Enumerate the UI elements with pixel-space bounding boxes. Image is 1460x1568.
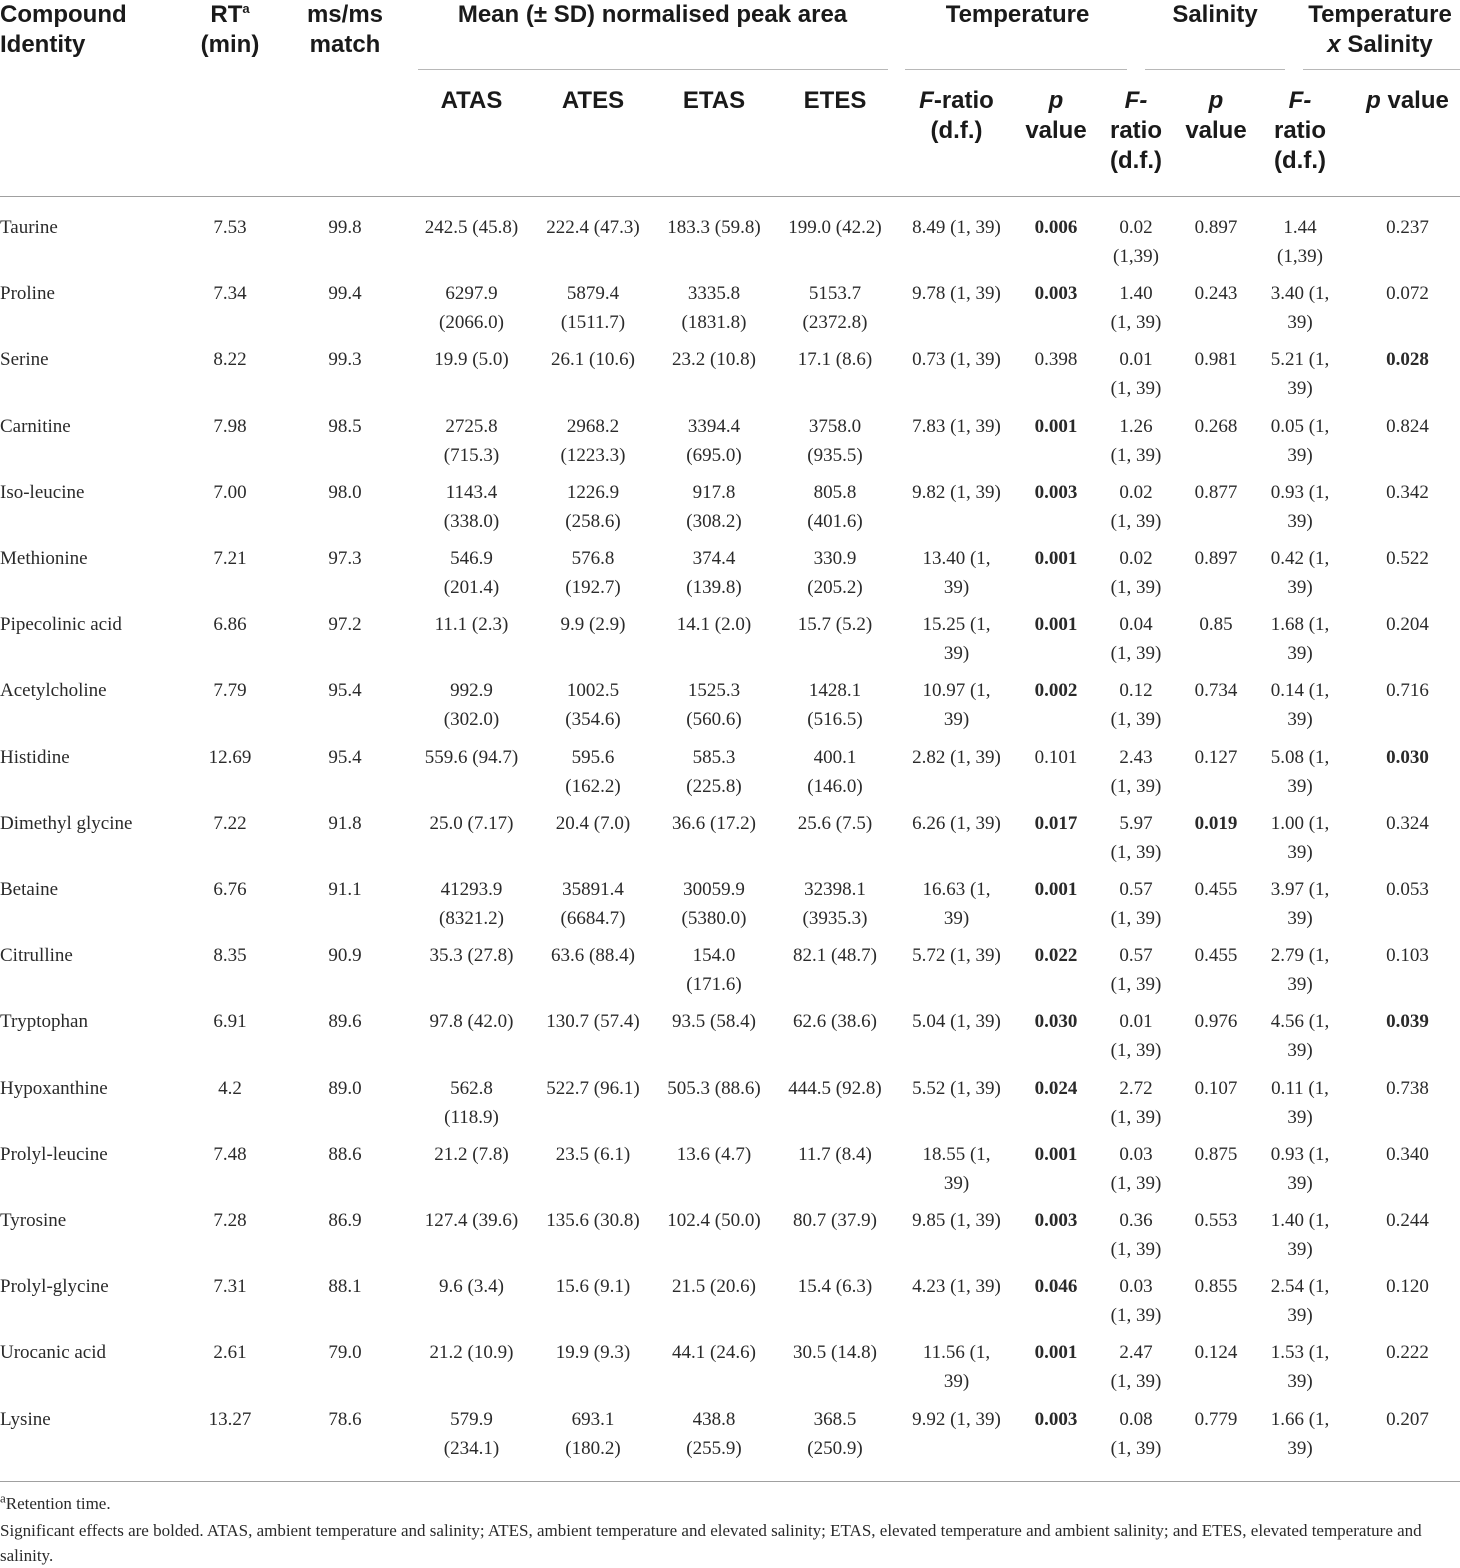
cell-etas: 30059.9 (5380.0)	[681, 879, 747, 929]
cell-rt: 4.2	[218, 1077, 242, 1099]
cell-sp: 0.124	[1194, 1342, 1238, 1364]
cell-sp: 0.734	[1194, 680, 1238, 702]
cell-tf: 5.72 (1, 39)	[912, 945, 1001, 967]
cell-msms: 99.8	[328, 217, 362, 238]
header-salinity: Salinity	[1172, 1, 1258, 28]
cell-ip: 0.342	[1386, 481, 1429, 503]
cell-name: Lysine	[0, 1408, 51, 1430]
cell-tf: 16.63 (1, 39)	[922, 879, 991, 929]
cell-sp: 0.107	[1194, 1077, 1238, 1099]
cell-atas: 41293.9 (8321.2)	[439, 879, 504, 929]
cell-ip: 0.028	[1386, 349, 1429, 371]
bottom-rule	[0, 1481, 1460, 1482]
cell-rt: 7.22	[213, 812, 247, 834]
cell-sf: 0.02 (1,39)	[1113, 217, 1159, 267]
cell-etas: 3335.8 (1831.8)	[681, 283, 747, 334]
header-temperature: Temperature	[945, 1, 1090, 28]
cell-atas: 562.8 (118.9)	[444, 1077, 499, 1128]
cell-tp: 0.003	[1034, 283, 1078, 305]
cell-rt: 2.61	[213, 1342, 247, 1364]
cell-if: 0.14 (1, 39)	[1270, 680, 1330, 731]
cell-ip: 0.207	[1386, 1408, 1429, 1430]
cell-ip: 0.222	[1386, 1342, 1429, 1364]
cell-ip: 0.738	[1386, 1077, 1429, 1099]
cell-etes: 5153.7 (2372.8)	[802, 283, 868, 334]
cell-msms: 98.5	[328, 415, 362, 437]
cell-etas: 183.3 (59.8)	[667, 217, 761, 238]
cell-sp: 0.019	[1194, 812, 1238, 834]
cell-etes: 15.4 (6.3)	[797, 1276, 873, 1298]
cell-etes: 17.1 (8.6)	[797, 349, 873, 371]
cell-tf: 18.55 (1, 39)	[922, 1143, 991, 1194]
cell-etas: 585.3 (225.8)	[686, 746, 742, 797]
cell-ates: 15.6 (9.1)	[555, 1276, 631, 1298]
cell-ates: 222.4 (47.3)	[546, 217, 640, 238]
cell-if: 4.56 (1, 39)	[1270, 1011, 1330, 1062]
cell-rt: 6.76	[213, 879, 247, 900]
interaction-underline	[1303, 69, 1460, 70]
header-sal-fratio: F- ratio (d.f.)	[1109, 87, 1162, 174]
cell-tp: 0.022	[1034, 945, 1078, 967]
cell-sf: 0.57 (1, 39)	[1110, 945, 1162, 996]
cell-etas: 21.5 (20.6)	[672, 1276, 756, 1298]
footnote-significance: Significant effects are bolded. ATAS, ambient temperature and salinity; ATES, ambient temperature and elevated salinity; ETAS, elevated temperature and ambient salinity; and ETES, elevated temperature and salinity.	[0, 1521, 1422, 1565]
header-rt: $RT^a$ (min)	[200, 1, 260, 58]
cell-atas: 11.1 (2.3)	[434, 614, 509, 636]
cell-tp: 0.001	[1034, 548, 1078, 569]
cell-atas: 21.2 (10.9)	[429, 1342, 514, 1364]
cell-ip: 0.324	[1386, 812, 1429, 834]
cell-msms: 98.0	[328, 481, 362, 503]
cell-sf: 0.02 (1, 39)	[1110, 548, 1162, 598]
header-atas: ATAS	[440, 87, 503, 114]
cell-sf: 5.97 (1, 39)	[1110, 812, 1162, 863]
cell-msms: 91.8	[328, 812, 362, 834]
cell-atas: 35.3 (27.8)	[429, 945, 514, 967]
cell-rt: 7.53	[213, 217, 247, 238]
temperature-underline	[905, 69, 1127, 70]
cell-etas: 93.5 (58.4)	[672, 1011, 756, 1033]
cell-etes: 82.1 (48.7)	[793, 945, 877, 967]
cell-etes: 11.7 (8.4)	[798, 1143, 872, 1165]
cell-tf: 9.78 (1, 39)	[912, 283, 1001, 305]
cell-msms: 99.4	[328, 283, 362, 305]
cell-rt: 7.48	[213, 1143, 247, 1165]
cell-tp: 0.003	[1034, 1210, 1078, 1231]
cell-ip: 0.103	[1386, 945, 1429, 967]
cell-etes: 444.5 (92.8)	[788, 1077, 882, 1099]
cell-sf: 0.12 (1, 39)	[1110, 680, 1162, 731]
cell-sf: 0.36 (1, 39)	[1110, 1210, 1162, 1260]
cell-tp: 0.003	[1034, 481, 1078, 503]
cell-etes: 805.8 (401.6)	[807, 481, 863, 532]
cell-name: Urocanic acid	[0, 1342, 107, 1364]
cell-ates: 2968.2 (1223.3)	[560, 415, 626, 466]
header-msms: ms/ms match	[306, 1, 384, 58]
cell-sf: 2.43 (1, 39)	[1110, 746, 1162, 797]
cell-tf: 10.97 (1, 39)	[922, 680, 991, 731]
cell-name: Serine	[0, 349, 49, 371]
cell-name: Citrulline	[0, 945, 73, 967]
header-temp-pvalue: p value	[1025, 87, 1087, 144]
cell-etes: 199.0 (42.2)	[788, 217, 882, 238]
cell-name: Methionine	[0, 548, 88, 569]
footnote-retention: $^a$Retention time.	[0, 1490, 111, 1513]
header-int-pvalue: p value	[1366, 87, 1449, 114]
cell-tf: 0.73 (1, 39)	[912, 349, 1001, 371]
cell-sp: 0.243	[1194, 283, 1238, 305]
cell-ip: 0.120	[1386, 1276, 1429, 1298]
cell-name: Taurine	[0, 217, 58, 238]
cell-tf: 9.92 (1, 39)	[912, 1408, 1001, 1430]
cell-sp: 0.897	[1194, 548, 1238, 569]
cell-etas: 3394.4 (695.0)	[686, 415, 742, 466]
cell-rt: 13.27	[208, 1408, 252, 1430]
cell-if: 1.44 (1,39)	[1277, 217, 1323, 267]
cell-tf: 9.85 (1, 39)	[912, 1210, 1001, 1231]
cell-rt: 7.79	[213, 680, 247, 702]
header-mean: Mean (± SD) normalised peak area	[457, 1, 848, 28]
cell-ip: 0.204	[1386, 614, 1429, 636]
cell-tf: 8.49 (1, 39)	[912, 217, 1001, 238]
cell-sf: 1.40 (1, 39)	[1110, 283, 1162, 334]
cell-sf: 0.01 (1, 39)	[1110, 1011, 1162, 1062]
cell-atas: 992.9 (302.0)	[443, 680, 500, 731]
cell-ip: 0.522	[1386, 548, 1429, 569]
cell-msms: 89.0	[328, 1077, 362, 1099]
cell-sf: 0.02 (1, 39)	[1110, 481, 1162, 532]
header-rule	[0, 196, 1460, 197]
cell-ates: 5879.4 (1511.7)	[560, 283, 626, 334]
cell-msms: 91.1	[328, 879, 362, 900]
cell-if: 2.79 (1, 39)	[1270, 945, 1330, 996]
cell-ip: 0.039	[1386, 1011, 1429, 1033]
cell-sf: 2.47 (1, 39)	[1110, 1342, 1162, 1393]
cell-rt: 6.86	[213, 614, 247, 636]
cell-msms: 78.6	[328, 1408, 362, 1430]
header-ates: ATES	[561, 87, 625, 114]
cell-ates: 26.1 (10.6)	[551, 349, 635, 371]
cell-etes: 32398.1 (3935.3)	[802, 879, 868, 929]
cell-etes: 80.7 (37.9)	[793, 1210, 877, 1231]
cell-msms: 86.9	[328, 1210, 362, 1231]
cell-etes: 62.6 (38.6)	[793, 1011, 877, 1033]
cell-rt: 8.22	[213, 349, 247, 371]
cell-atas: 97.8 (42.0)	[429, 1011, 514, 1033]
cell-tp: 0.006	[1034, 217, 1078, 238]
cell-etas: 36.6 (17.2)	[672, 812, 756, 834]
cell-ates: 693.1 (180.2)	[565, 1408, 621, 1459]
cell-tf: 5.52 (1, 39)	[912, 1077, 1001, 1099]
cell-ates: 35891.4 (6684.7)	[560, 879, 626, 929]
cell-tp: 0.024	[1034, 1077, 1078, 1099]
cell-name: Tryptophan	[0, 1011, 88, 1033]
cell-tf: 15.25 (1, 39)	[922, 614, 991, 665]
cell-if: 1.66 (1, 39)	[1270, 1408, 1330, 1459]
cell-msms: 97.3	[328, 548, 362, 569]
cell-etes: 400.1 (146.0)	[807, 746, 863, 797]
cell-atas: 9.6 (3.4)	[439, 1276, 504, 1298]
cell-etas: 102.4 (50.0)	[667, 1210, 761, 1231]
cell-etes: 30.5 (14.8)	[793, 1342, 877, 1364]
cell-msms: 89.6	[328, 1011, 362, 1033]
cell-tp: 0.001	[1034, 415, 1078, 437]
cell-tp: 0.101	[1034, 746, 1078, 768]
cell-ates: 19.9 (9.3)	[555, 1342, 631, 1364]
cell-sp: 0.981	[1194, 349, 1238, 371]
cell-etas: 14.1 (2.0)	[676, 614, 752, 636]
cell-rt: 7.31	[213, 1276, 247, 1298]
cell-if: 5.21 (1, 39)	[1270, 349, 1330, 400]
cell-ates: 130.7 (57.4)	[546, 1011, 640, 1033]
cell-name: Carnitine	[0, 415, 71, 437]
cell-etes: 15.7 (5.2)	[797, 614, 873, 636]
cell-etes: 368.5 (250.9)	[807, 1408, 863, 1459]
cell-ates: 23.5 (6.1)	[555, 1143, 631, 1165]
header-int-fratio: F- ratio (d.f.)	[1273, 87, 1326, 174]
cell-if: 1.00 (1, 39)	[1270, 812, 1330, 863]
cell-atas: 2725.8 (715.3)	[443, 415, 500, 466]
cell-ates: 9.9 (2.9)	[560, 614, 626, 636]
cell-sp: 0.553	[1194, 1210, 1238, 1231]
cell-msms: 99.3	[328, 349, 362, 371]
cell-sp: 0.455	[1194, 945, 1238, 967]
cell-name: Proline	[0, 283, 55, 305]
cell-atas: 6297.9 (2066.0)	[439, 283, 504, 334]
cell-name: Prolyl-glycine	[0, 1276, 109, 1298]
cell-rt: 7.34	[213, 283, 247, 305]
cell-atas: 25.0 (7.17)	[429, 812, 514, 834]
cell-ip: 0.237	[1386, 217, 1429, 238]
cell-if: 3.97 (1, 39)	[1270, 879, 1330, 929]
cell-atas: 19.9 (5.0)	[434, 349, 509, 371]
cell-if: 3.40 (1, 39)	[1270, 283, 1330, 334]
cell-if: 0.42 (1, 39)	[1270, 548, 1330, 598]
cell-sf: 2.72 (1, 39)	[1110, 1077, 1162, 1128]
cell-sp: 0.455	[1194, 879, 1238, 900]
cell-tp: 0.046	[1034, 1276, 1078, 1298]
cell-tf: 11.56 (1, 39)	[922, 1342, 991, 1393]
cell-msms: 95.4	[328, 746, 362, 768]
cell-tp: 0.398	[1034, 349, 1078, 371]
cell-etas: 374.4 (139.8)	[686, 548, 742, 598]
cell-name: Betaine	[0, 879, 59, 900]
cell-etes: 3758.0 (935.5)	[807, 415, 863, 466]
header-temp-fratio: F-ratio (d.f.)	[919, 87, 994, 144]
cell-atas: 579.9 (234.1)	[443, 1408, 500, 1459]
cell-name: Dimethyl glycine	[0, 812, 133, 834]
cell-ip: 0.244	[1386, 1210, 1429, 1231]
cell-etas: 13.6 (4.7)	[676, 1143, 752, 1165]
cell-sp: 0.127	[1194, 746, 1238, 768]
header-etas: ETAS	[682, 87, 746, 114]
cell-ates: 576.8 (192.7)	[565, 548, 621, 598]
cell-ip: 0.072	[1386, 283, 1429, 305]
cell-name: Pipecolinic acid	[0, 614, 122, 636]
cell-if: 0.93 (1, 39)	[1270, 1143, 1330, 1194]
cell-msms: 79.0	[328, 1342, 362, 1364]
cell-if: 0.93 (1, 39)	[1270, 481, 1330, 532]
cell-if: 2.54 (1, 39)	[1270, 1276, 1330, 1327]
header-interaction: Temperature x Salinity	[1308, 1, 1452, 58]
cell-sp: 0.897	[1194, 217, 1238, 238]
cell-name: Iso-leucine	[0, 481, 85, 503]
cell-sp: 0.855	[1194, 1276, 1238, 1298]
cell-sp: 0.779	[1194, 1408, 1238, 1430]
cell-rt: 8.35	[213, 945, 247, 967]
header-compound: Compound Identity	[0, 1, 127, 58]
cell-etes: 330.9 (205.2)	[807, 548, 863, 598]
cell-sp: 0.877	[1194, 481, 1238, 503]
cell-rt: 7.00	[213, 481, 247, 503]
cell-tf: 7.83 (1, 39)	[912, 415, 1001, 437]
cell-sf: 0.57 (1, 39)	[1110, 879, 1162, 929]
cell-etes: 1428.1 (516.5)	[807, 680, 863, 731]
cell-etas: 1525.3 (560.6)	[686, 680, 742, 731]
cell-tf: 13.40 (1, 39)	[922, 548, 991, 598]
cell-sf: 0.03 (1, 39)	[1110, 1276, 1162, 1327]
cell-tf: 4.23 (1, 39)	[912, 1276, 1001, 1298]
cell-etas: 23.2 (10.8)	[672, 349, 756, 371]
cell-tf: 2.82 (1, 39)	[912, 746, 1001, 768]
salinity-underline	[1145, 69, 1285, 70]
cell-rt: 12.69	[208, 746, 252, 768]
cell-etas: 438.8 (255.9)	[686, 1408, 742, 1459]
cell-tp: 0.001	[1034, 614, 1078, 636]
header-sal-pvalue: p value	[1185, 87, 1247, 144]
cell-tp: 0.001	[1034, 879, 1078, 900]
cell-ip: 0.716	[1386, 680, 1429, 702]
cell-ates: 595.6 (162.2)	[565, 746, 621, 797]
cell-tp: 0.002	[1034, 680, 1078, 702]
cell-ates: 1002.5 (354.6)	[565, 680, 621, 731]
cell-atas: 1143.4 (338.0)	[443, 481, 500, 532]
header-etes: ETES	[803, 87, 867, 114]
cell-sp: 0.268	[1194, 415, 1238, 437]
cell-ip: 0.340	[1386, 1143, 1429, 1165]
cell-sf: 0.03 (1, 39)	[1110, 1143, 1162, 1194]
cell-if: 0.05 (1, 39)	[1270, 415, 1330, 466]
cell-sp: 0.85	[1199, 614, 1233, 636]
cell-tp: 0.030	[1034, 1011, 1078, 1033]
cell-tf: 6.26 (1, 39)	[912, 812, 1001, 834]
cell-if: 0.11 (1, 39)	[1271, 1077, 1329, 1128]
cell-etas: 917.8 (308.2)	[686, 481, 742, 532]
cell-if: 1.53 (1, 39)	[1270, 1342, 1330, 1393]
cell-sf: 0.08 (1, 39)	[1110, 1408, 1162, 1459]
cell-ates: 63.6 (88.4)	[551, 945, 635, 967]
cell-sp: 0.875	[1194, 1143, 1238, 1165]
cell-atas: 127.4 (39.6)	[424, 1210, 519, 1231]
cell-ates: 135.6 (30.8)	[546, 1210, 640, 1231]
cell-msms: 97.2	[328, 614, 362, 636]
cell-etes: 25.6 (7.5)	[797, 812, 873, 834]
cell-tp: 0.001	[1034, 1342, 1078, 1364]
cell-sf: 0.04 (1, 39)	[1110, 614, 1162, 665]
cell-rt: 6.91	[213, 1011, 247, 1033]
cell-msms: 88.1	[328, 1276, 362, 1298]
cell-sf: 0.01 (1, 39)	[1110, 349, 1162, 400]
cell-tf: 5.04 (1, 39)	[912, 1011, 1001, 1033]
cell-msms: 95.4	[328, 680, 362, 702]
cell-atas: 546.9 (201.4)	[443, 548, 500, 598]
cell-rt: 7.28	[213, 1210, 247, 1231]
cell-atas: 21.2 (7.8)	[434, 1143, 509, 1165]
cell-sf: 1.26 (1, 39)	[1110, 415, 1162, 466]
cell-tp: 0.001	[1034, 1143, 1078, 1165]
cell-name: Histidine	[0, 746, 70, 768]
cell-etas: 154.0 (171.6)	[686, 945, 742, 996]
cell-ip: 0.030	[1386, 746, 1429, 768]
cell-name: Prolyl-leucine	[0, 1143, 108, 1165]
mean-underline	[418, 69, 888, 70]
cell-rt: 7.98	[213, 415, 247, 437]
cell-ates: 522.7 (96.1)	[546, 1077, 640, 1099]
cell-name: Acetylcholine	[0, 680, 107, 702]
cell-atas: 559.6 (94.7)	[424, 746, 519, 768]
cell-if: 5.08 (1, 39)	[1270, 746, 1330, 797]
cell-if: 1.68 (1, 39)	[1270, 614, 1330, 665]
cell-tf: 9.82 (1, 39)	[912, 481, 1001, 503]
cell-ip: 0.824	[1386, 415, 1429, 437]
cell-ates: 20.4 (7.0)	[555, 812, 631, 834]
cell-msms: 88.6	[328, 1143, 362, 1165]
cell-etas: 44.1 (24.6)	[672, 1342, 756, 1364]
cell-tp: 0.003	[1034, 1408, 1078, 1430]
cell-name: Hypoxanthine	[0, 1077, 108, 1099]
cell-if: 1.40 (1, 39)	[1270, 1210, 1330, 1260]
cell-name: Tyrosine	[0, 1210, 67, 1231]
cell-ates: 1226.9 (258.6)	[565, 481, 621, 532]
cell-atas: 242.5 (45.8)	[424, 217, 519, 238]
cell-tp: 0.017	[1034, 812, 1078, 834]
cell-msms: 90.9	[328, 945, 362, 967]
cell-ip: 0.053	[1386, 879, 1429, 900]
cell-rt: 7.21	[213, 548, 247, 569]
cell-etas: 505.3 (88.6)	[667, 1077, 761, 1099]
cell-sp: 0.976	[1194, 1011, 1238, 1033]
